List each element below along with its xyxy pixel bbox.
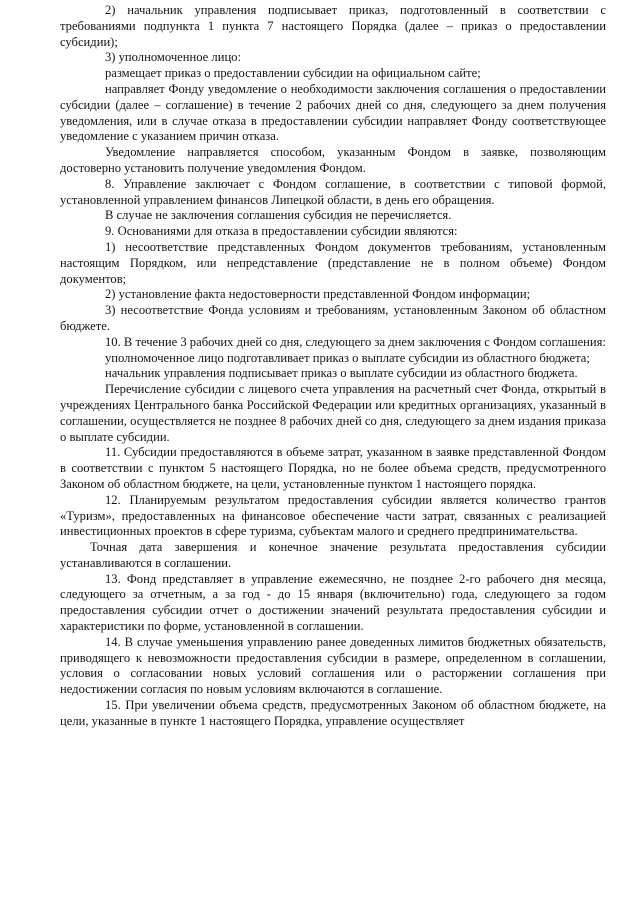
paragraph-sign-payment-order: начальник управления подписывает приказ о выплате субсидии из областного бюджета. bbox=[105, 366, 578, 381]
paragraph-prepare-payment-order: уполномоченное лицо подготавливает приказ о выплате субсидии из областного бюджета; bbox=[105, 350, 590, 365]
paragraph-item-3-authorized-person: 3) уполномоченное лицо: bbox=[105, 50, 241, 65]
paragraph-result-date: Точная дата завершения и конечное значение результата предоставления субсидии устанавливаются в соглашении. bbox=[60, 540, 606, 570]
paragraph-send-notification: направляет Фонду уведомление о необходимости заключения соглашения о предоставлении субсидии (далее – соглашение) в течение 2 рабочих дней со дня, следующего за днем получения уведомления, или в случае отказа в предоставлении субсидии направляет Фонду соответствующее уведомление с указанием причин отказа. bbox=[60, 81, 606, 144]
paragraph-section-15: 15. При увеличении объема средств, предусмотренных Законом об областном бюджете, на цели, указанные в пункте 1 настоящего Порядка, управление осуществляет bbox=[60, 698, 606, 728]
paragraph-refusal-reason-2: 2) установление факта недостоверности представленной Фондом информации; bbox=[105, 287, 531, 302]
paragraph-transfer-subsidy: Перечисление субсидии с лицевого счета управления на расчетный счет Фонда, открытый в учреждениях Центрального банка Российской Федерации или кредитных организациях, указанный в соглашении, осуществляется не позднее 8 рабочих дней со дня, следующего за днем издания приказа о выплате субсидии. bbox=[60, 382, 606, 444]
paragraph-section-11: 11. Субсидии предоставляются в объеме затрат, указанном в заявке представленной Фондом в соответствии с пунктом 5 настоящего Порядка, но не более объема средств, предусмотренного Законом об областном бюджете, на цели, установленные пунктом 1 настоящего порядка. bbox=[60, 445, 606, 491]
paragraph-refusal-reason-3: 3) несоответствие Фонда условиям и требованиям, установленным Законом об областном бюджете. bbox=[60, 303, 606, 333]
paragraph-refusal-reason-1: 1) несоответствие представленных Фондом документов требованиям, установленным настоящим Порядком, или непредставление (представление не в полном объеме) Фондом документов; bbox=[60, 239, 606, 286]
paragraph-section-13: 13. Фонд представляет в управление ежемесячно, не позднее 2-го рабочего дня месяца, следующего за отчетным, а за год - до 15 января (включительно) года, следующего за годом предоставления субсидии отчет о достижении значений результата предоставления субсидии и характеристики по форме, установленной в соглашении. bbox=[60, 571, 606, 634]
paragraph-no-agreement: В случае не заключения соглашения субсидия не перечисляется. bbox=[105, 208, 452, 223]
document-page bbox=[60, 0, 606, 905]
paragraph-item-2-approval: 2) начальник управления подписывает приказ, подготовленный в соответствии с требованиями подпункта 1 пункта 7 настоящего Порядка (далее – приказ о предоставлении субсидии); bbox=[60, 3, 606, 49]
paragraph-section-8: 8. Управление заключает с Фондом соглашение, в соответствии с типовой формой, установленной управлением финансов Липецкой области, в день его обращения. bbox=[60, 176, 606, 207]
paragraph-publish-order: размещает приказ о предоставлении субсидии на официальном сайте; bbox=[105, 66, 481, 81]
paragraph-section-12: 12. Планируемым результатом предоставления субсидии является количество грантов «Туризм», предоставленных на финансовое обеспечение части затрат, связанных с реализацией инвестиционных проектов в сфере туризма, субъектам малого и среднего предпринимательства. bbox=[60, 492, 606, 539]
paragraph-section-9: 9. Основаниями для отказа в предоставлении субсидии являются: bbox=[105, 224, 458, 239]
paragraph-section-10: 10. В течение 3 рабочих дней со дня, следующего за днем заключения с Фондом соглашения: bbox=[105, 334, 606, 349]
paragraph-notification-method: Уведомление направляется способом, указанным Фондом в заявке, позволяющим достоверно установить получение уведомления Фондом. bbox=[60, 145, 606, 175]
paragraph-section-14: 14. В случае уменьшения управлению ранее доведенных лимитов бюджетных обязательств, приводящего к невозможности предоставления субсидии в размере, определенном в соглашении, условия о согласовании новых условий соглашения или о расторжении соглашения при недостижении согласия по новым условиям включаются в соглашение. bbox=[60, 634, 606, 697]
